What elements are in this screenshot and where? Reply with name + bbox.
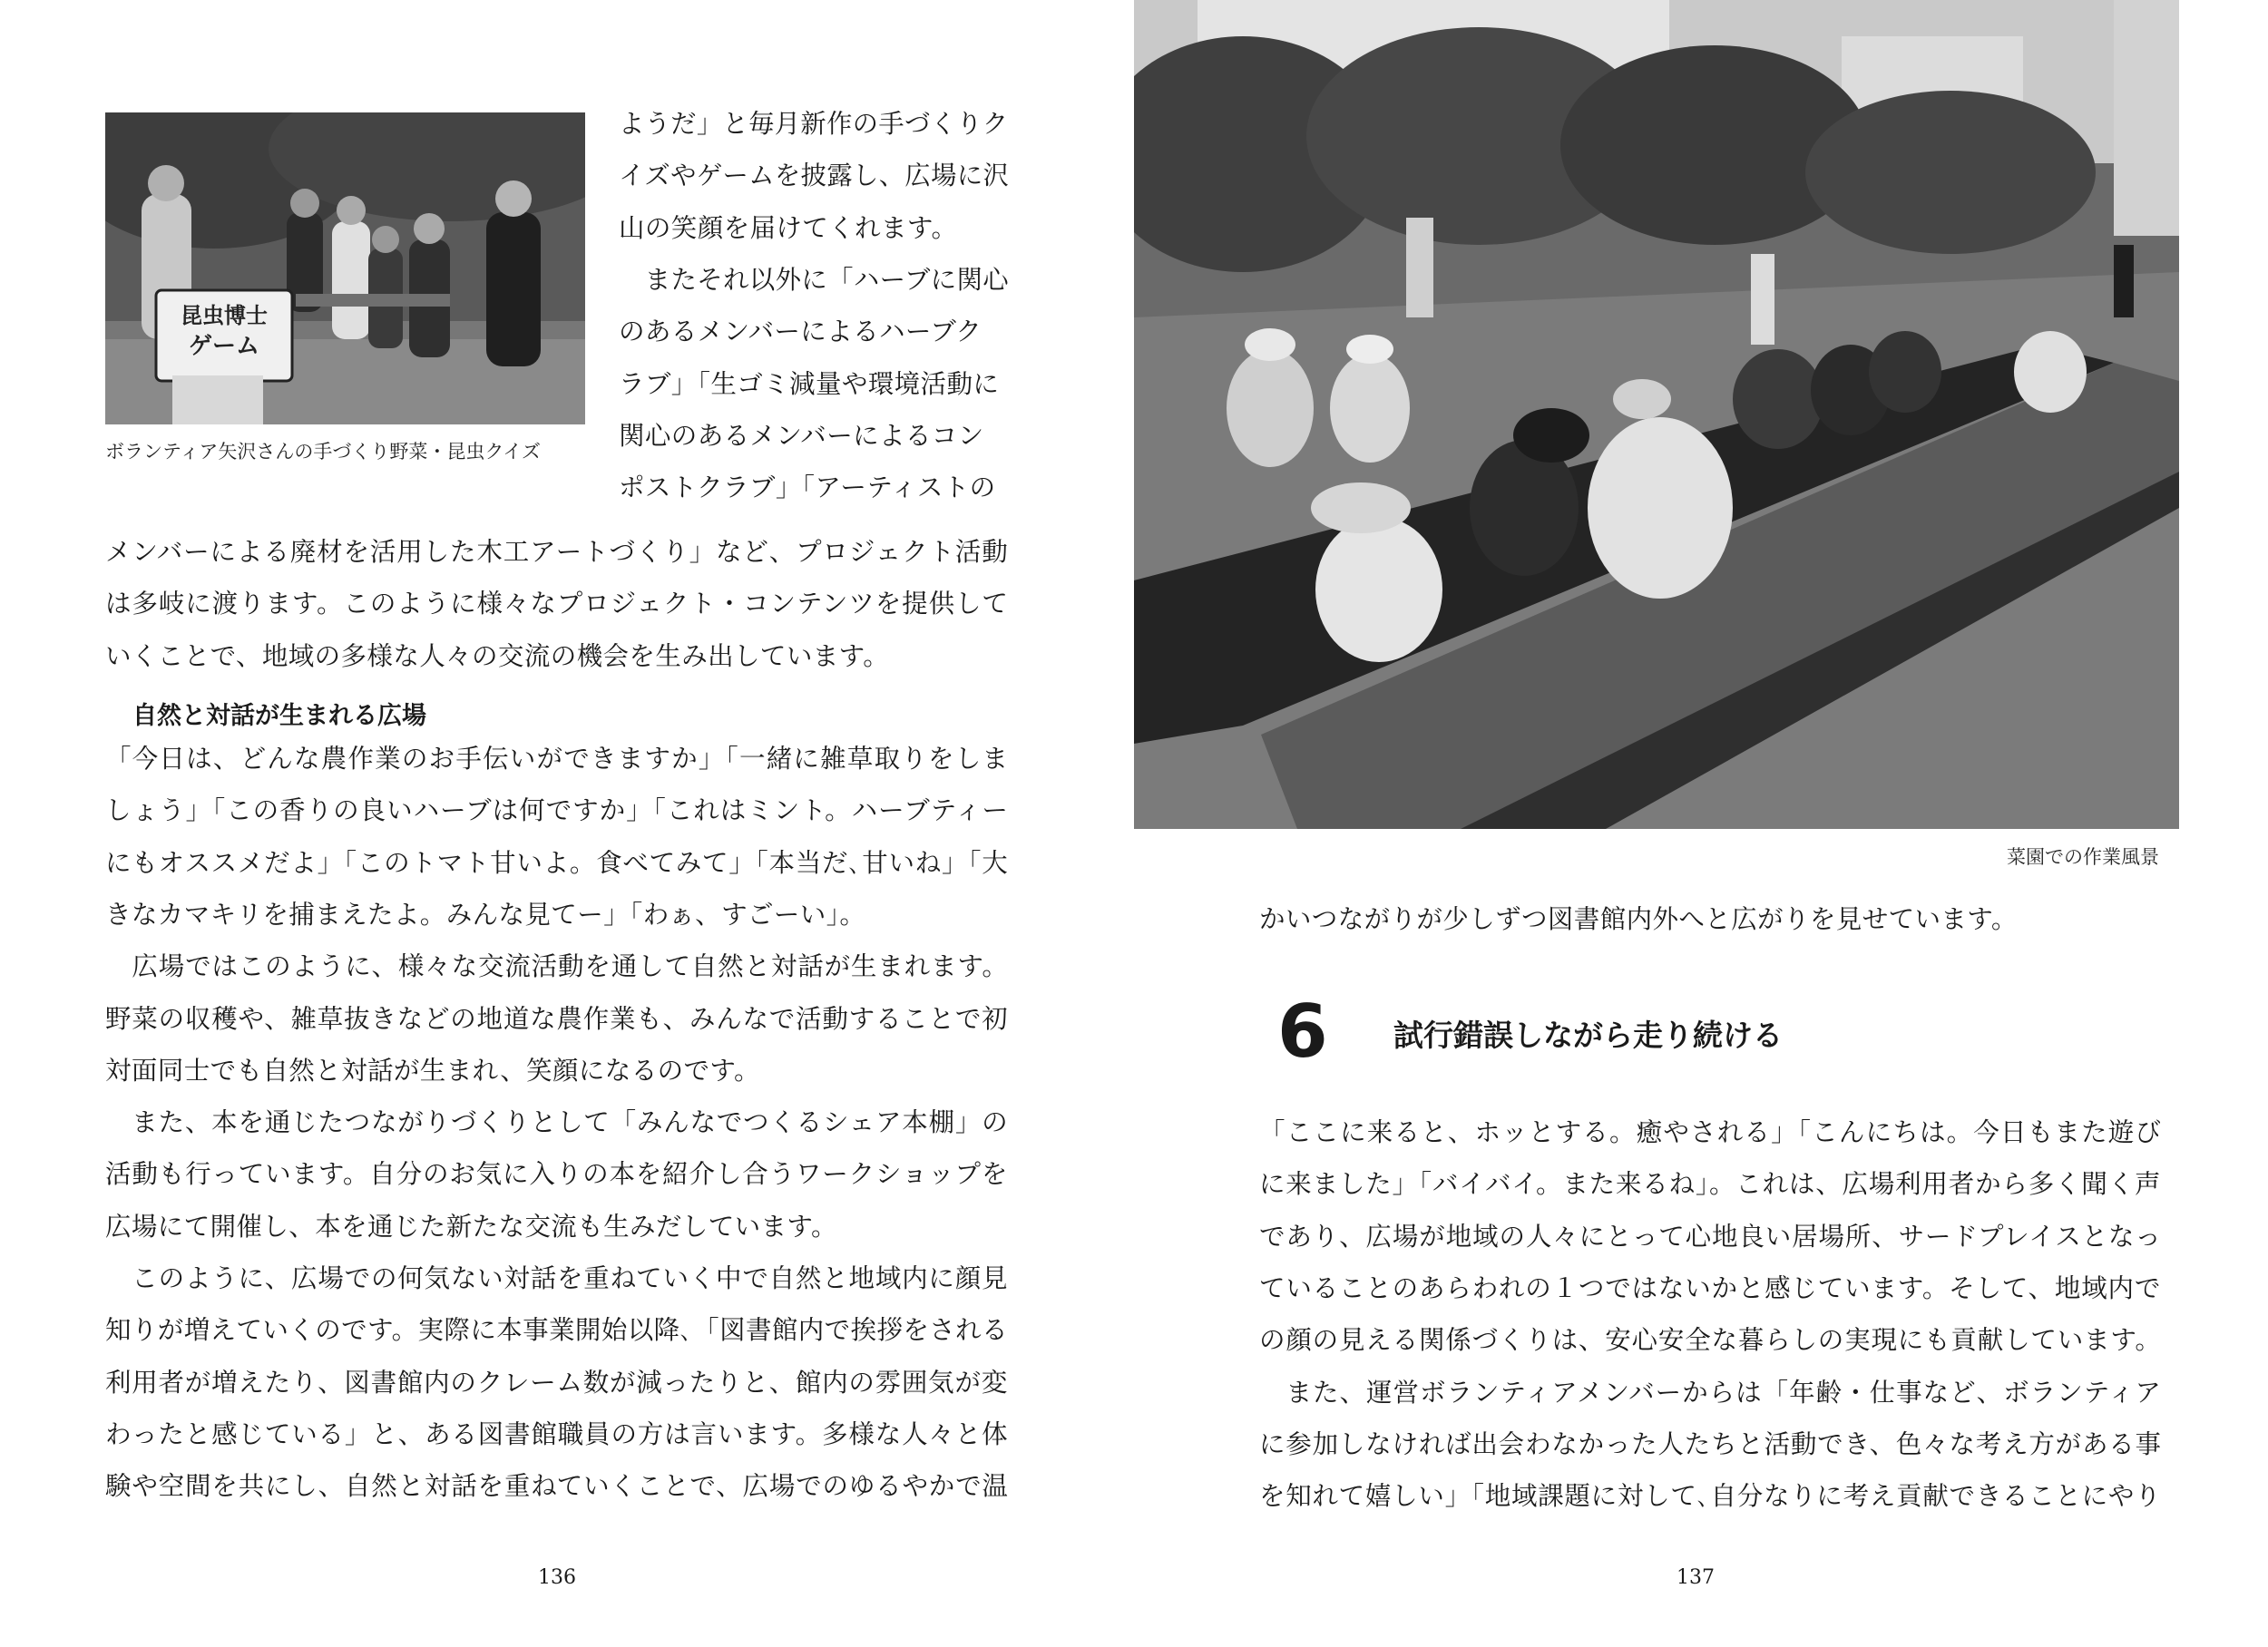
page-number-left: 136 xyxy=(538,1566,576,1589)
garden-work-photo xyxy=(1134,0,2179,829)
text-line: いくことで、地域の多様な人々の交流の機会を生み出しています。 xyxy=(105,640,890,671)
text-line: ようだ」と毎月新作の手づくりク xyxy=(619,109,1009,139)
text-line: 野菜の収穫や、雑草抜きなどの地道な農作業も、みんなで活動することで初 xyxy=(105,1003,1009,1034)
text-line: 広場ではこのように、様々な交流活動を通して自然と対話が生まれます。 xyxy=(105,951,1009,982)
text-line: ラブ」「生ゴミ減量や環境活動に xyxy=(619,368,1000,399)
text-line: 関心のあるメンバーによるコン xyxy=(619,420,984,451)
text-line: は多岐に渡ります。このように様々なプロジェクト・コンテンツを提供して xyxy=(105,589,1009,619)
quiz-game-photo-drawing xyxy=(105,112,585,424)
text-line: 広場にて開催し、本を通じた新たな交流も生みだしています。 xyxy=(105,1211,837,1242)
text-line: 山の笑顔を届けてくれます。 xyxy=(619,212,958,243)
text-line: の顔の見える関係づくりは、安心安全な暮らしの実現にも貢献しています。 xyxy=(1259,1325,2162,1356)
left-photo-caption: ボランティア矢沢さんの手づくり野菜・昆虫クイズ xyxy=(105,441,542,463)
text-line: ていることのあらわれの１つではないかと感じています。そして、地域内で xyxy=(1259,1272,2162,1303)
text-line: メンバーによる廃材を活用した木工アートづくり」など、プロジェクト活動 xyxy=(105,537,1009,567)
section-title: 試行錯誤しながら走り続ける xyxy=(1393,1018,1783,1053)
text-line: に来ました」「バイバイ。また来るね」。これは、広場利用者から多く聞く声 xyxy=(1259,1169,2162,1200)
sign-text-line2: ゲーム xyxy=(188,333,260,360)
text-line: ポストクラブ」「アーティストの xyxy=(619,473,996,503)
text-line: 知りが増えていくのです。実際に本事業開始以降､「図書館内で挨拶をされる xyxy=(105,1315,1008,1346)
text-line: にもオススメだよ」「このトマト甘いよ。食べてみて」「本当だ､甘いね」「大 xyxy=(105,847,1009,878)
quiz-game-photo xyxy=(105,112,585,424)
text-line: であり、広場が地域の人々にとって心地良い居場所、サードプレイスとなっ xyxy=(1259,1221,2162,1252)
text-line: イズやゲームを披露し、広場に沢 xyxy=(619,161,1010,191)
text-line: またそれ以外に「ハーブに関心 xyxy=(619,264,1010,295)
section-subheading: 自然と対話が生まれる広場 xyxy=(132,702,426,730)
garden-work-photo-drawing xyxy=(1134,0,2179,829)
text-line: 利用者が増えたり、図書館内のクレーム数が減ったりと、館内の雰囲気が変 xyxy=(105,1367,1008,1398)
text-line: 活動も行っています。自分のお気に入りの本を紹介し合うワークショップを xyxy=(105,1159,1009,1190)
text-line: に参加しなければ出会わなかった人たちと活動でき、色々な考え方がある事 xyxy=(1259,1428,2162,1459)
text-line: かいつながりが少しずつ図書館内外へと広がりを見せています。 xyxy=(1259,904,2018,934)
text-line: 「今日は、どんな農作業のお手伝いができますか」「一緒に雑草取りをしま xyxy=(105,744,1010,774)
text-line: 験や空間を共にし、自然と対話を重ねていくことで、広場でのゆるやかで温 xyxy=(105,1471,1009,1502)
text-line: また、本を通じたつながりづくりとして「みんなでつくるシェア本棚」の xyxy=(105,1107,1009,1138)
text-line: 対面同士でも自然と対話が生まれ、笑顔になるのです。 xyxy=(105,1055,760,1086)
sign-text-line1: 昆虫博士 xyxy=(181,303,268,328)
text-line: きなカマキリを捕まえたよ。みんな見てー」「わぁ、すごーい」。 xyxy=(105,899,866,930)
section-number: 6 xyxy=(1277,989,1328,1074)
right-page xyxy=(1134,0,2268,1647)
text-line: のあるメンバーによるハーブク xyxy=(619,317,982,347)
text-line: を知れて嬉しい」「地域課題に対して､自分なりに考え貢献できることにやり xyxy=(1259,1481,2162,1512)
text-line: このように、広場での何気ない対話を重ねていく中で自然と地域内に顔見 xyxy=(105,1263,1009,1293)
page-number-right: 137 xyxy=(1677,1566,1715,1589)
right-photo-caption: 菜園での作業風景 xyxy=(2007,846,2159,868)
text-line: また、運営ボランティアメンバーからは「年齢・仕事など、ボランティア xyxy=(1259,1377,2162,1408)
text-line: 「ここに来ると、ホッとする。癒やされる」「こんにちは。今日もまた遊び xyxy=(1259,1117,2163,1147)
text-line: わったと感じている」と、ある図書館職員の方は言います。多様な人々と体 xyxy=(105,1418,1009,1449)
text-line: しょう」「この香りの良いハーブは何ですか」「これはミント。ハーブティー xyxy=(105,795,1009,826)
